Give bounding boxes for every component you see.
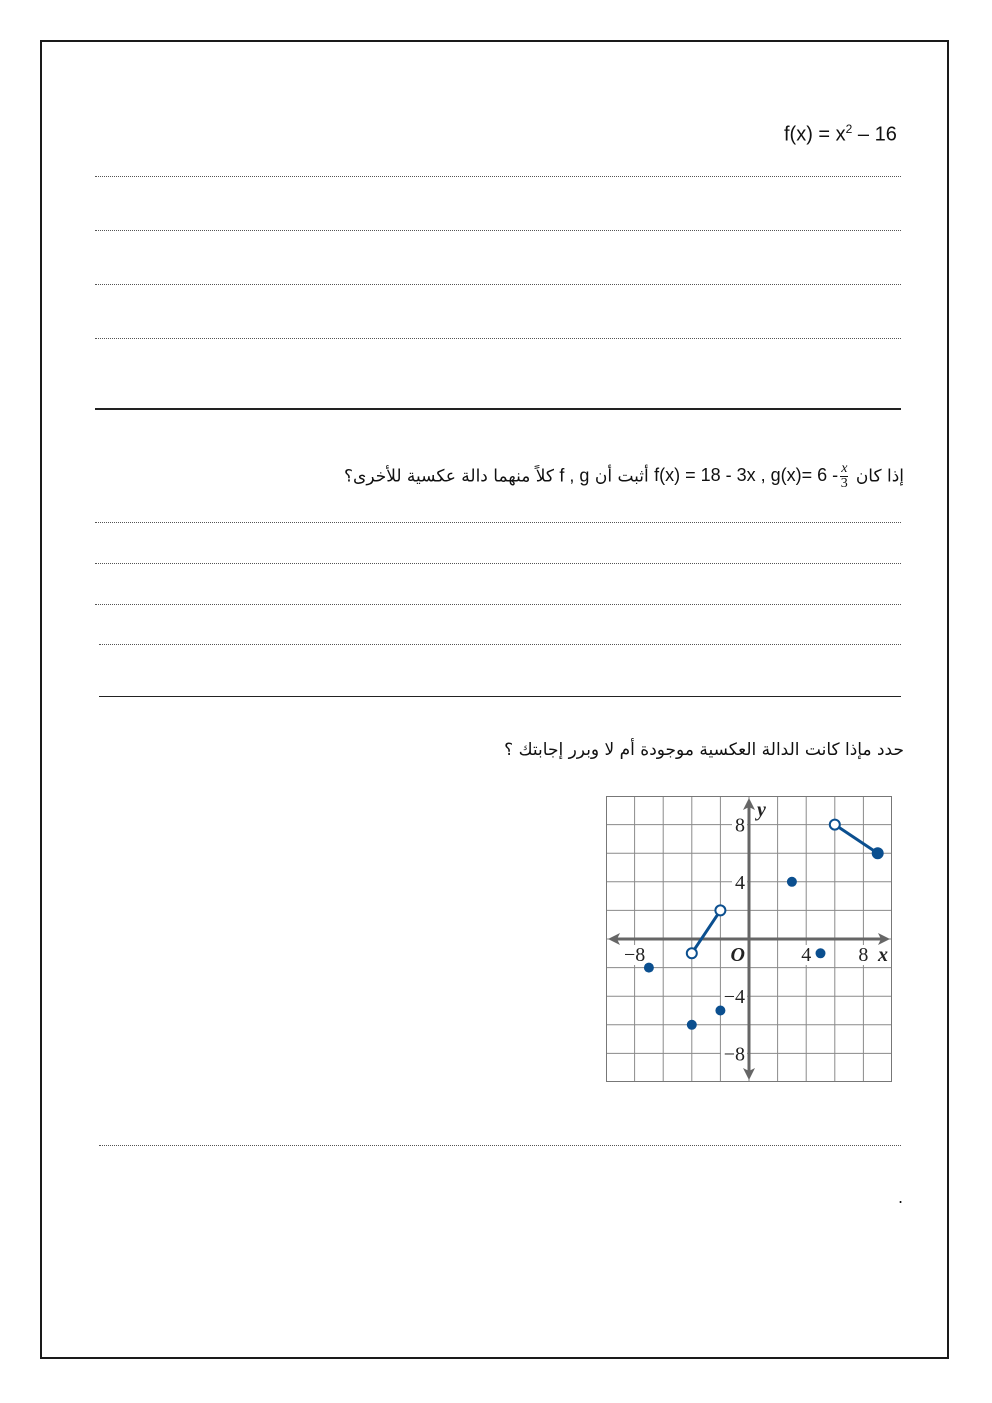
q1-function-tail: – 16 (852, 123, 897, 146)
y-tick-label: −8 (723, 1043, 745, 1066)
y-tick-label: −4 (723, 986, 745, 1009)
q2-lead: إذا كان (855, 466, 904, 487)
x-tick-label: 8 (858, 944, 869, 966)
end-mark: . (898, 1188, 904, 1207)
answer-line-6[interactable] (95, 563, 901, 564)
q1-function-base: f(x) = x (784, 123, 846, 146)
x-axis-label: x (878, 944, 888, 966)
q3-question: حدد مإذا كانت الدالة العكسية موجودة أم لا وبرر إجابتك ؟ (504, 740, 904, 760)
q2-functions: f , g (559, 465, 590, 486)
q2-tail: كلاً منهما دالة عكسية للأخرى؟ (343, 466, 554, 487)
answer-line-3[interactable] (95, 284, 901, 285)
q2-fraction-denominator: 3 (840, 476, 848, 491)
q2-prove: أثبت أن (594, 466, 649, 487)
y-axis-label: y (757, 799, 766, 821)
function-graph (606, 796, 892, 1082)
q2-fraction-numerator: x (841, 461, 848, 476)
open-endpoint (687, 948, 697, 958)
open-endpoint (830, 820, 840, 830)
answer-line-2[interactable] (95, 230, 901, 231)
data-point (687, 1020, 697, 1030)
q1-function (784, 122, 897, 147)
answer-line-1[interactable] (95, 176, 901, 177)
origin-label: O (730, 944, 745, 966)
open-endpoint (715, 905, 725, 915)
closed-endpoint (873, 848, 883, 858)
q2-expression (654, 461, 850, 491)
answer-line-7[interactable] (95, 604, 901, 605)
q1-function-exponent: 2 (845, 122, 853, 136)
graph-segment (835, 825, 878, 854)
page-border (40, 40, 949, 1359)
answer-line-8[interactable] (99, 644, 901, 645)
data-point (715, 1006, 725, 1016)
answer-line-5[interactable] (95, 522, 901, 523)
q2-question (344, 462, 904, 491)
section-divider-1 (95, 408, 901, 410)
data-point (787, 877, 797, 887)
answer-line-9[interactable] (99, 1145, 901, 1146)
y-tick-label: 4 (735, 871, 745, 894)
x-tick-label: 4 (801, 944, 812, 966)
graph-segment (692, 910, 721, 953)
x-tick-label: −8 (623, 944, 646, 966)
q2-expression-text: f(x) = 18 - 3x , g(x)= 6 - (654, 465, 839, 486)
q2-fraction (840, 462, 848, 491)
graph-svg (606, 796, 892, 1082)
section-divider-2 (99, 696, 901, 697)
data-point (816, 948, 826, 958)
data-point (644, 963, 654, 973)
y-tick-label: 8 (735, 814, 745, 837)
answer-line-4[interactable] (95, 338, 901, 339)
